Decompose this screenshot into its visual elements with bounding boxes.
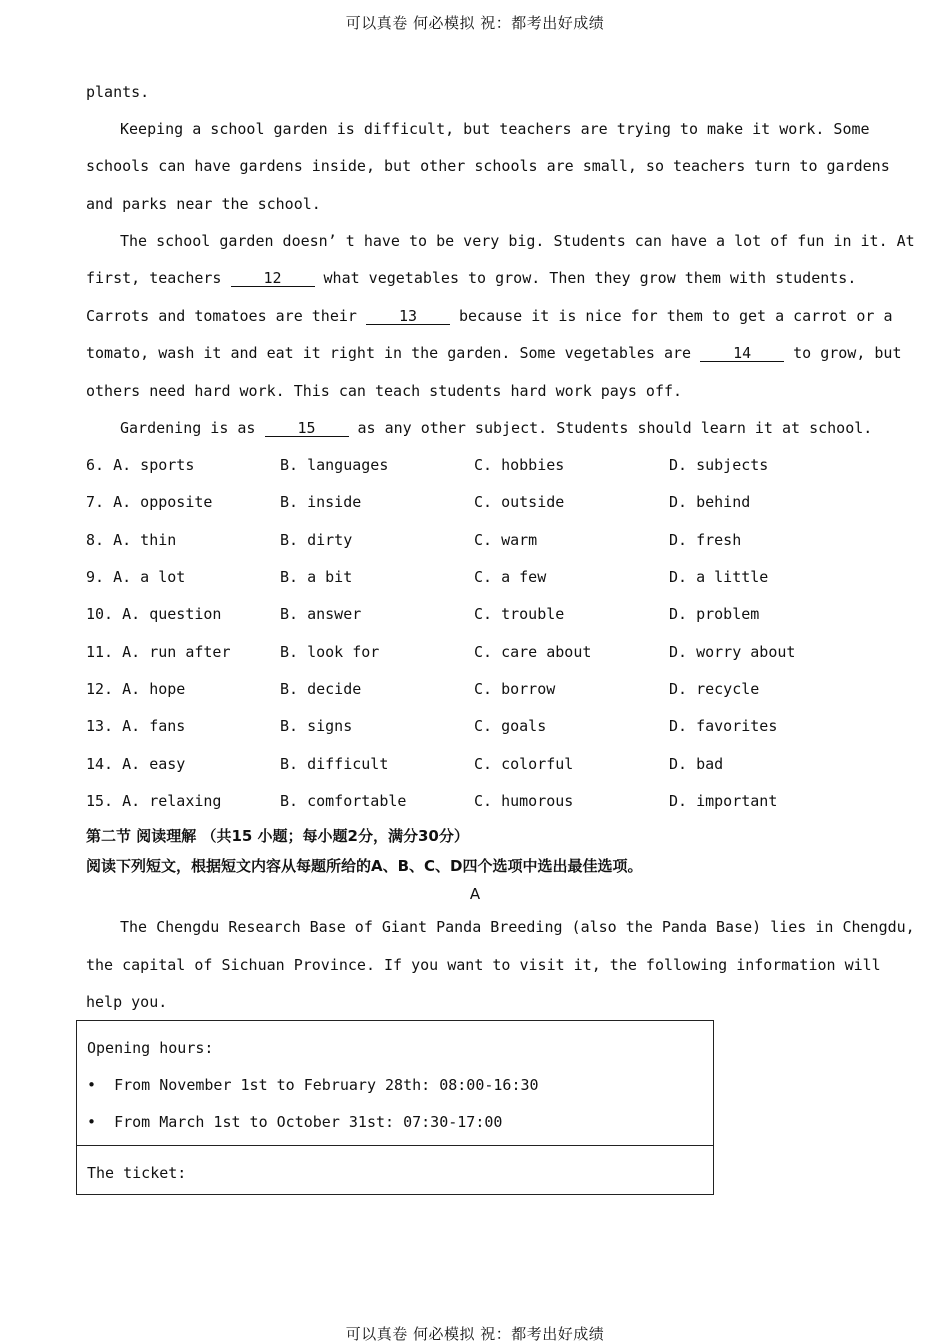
- passage-line: plants.: [86, 83, 150, 101]
- option-row: [86, 717, 886, 737]
- blank-12: 12: [231, 270, 315, 287]
- option-b: B. a bit: [280, 568, 353, 586]
- option-a: 13. A. fans: [86, 717, 186, 735]
- option-row: [86, 792, 886, 812]
- option-row: [86, 605, 886, 625]
- passage-line: Gardening is as 15 as any other subject. Students should learn it at school.: [120, 419, 873, 437]
- part-label: A: [469, 885, 481, 903]
- option-c: C. goals: [474, 717, 547, 735]
- info-box: [76, 1020, 714, 1195]
- option-row: [86, 531, 886, 551]
- page-header: 可以真卷 何必模拟 祝：都考出好成绩: [345, 14, 605, 32]
- option-c: C. colorful: [474, 755, 574, 773]
- ticket-title: The ticket:: [87, 1164, 187, 1182]
- option-c: C. borrow: [474, 680, 556, 698]
- option-c: C. warm: [474, 531, 538, 549]
- section-instruction: 阅读下列短文，根据短文内容从每题所给的A、B、C、D四个选项中选出最佳选项。: [86, 857, 643, 875]
- option-d: D. subjects: [669, 456, 769, 474]
- option-b: B. comfortable: [280, 792, 407, 810]
- blank-14: 14: [700, 345, 784, 362]
- option-c: C. care about: [474, 643, 592, 661]
- option-d: D. fresh: [669, 531, 742, 549]
- option-b: B. inside: [280, 493, 362, 511]
- opening-hours-item: • From November 1st to February 28th: 08:00-16:30: [87, 1076, 539, 1094]
- option-c: C. humorous: [474, 792, 574, 810]
- option-c: C. trouble: [474, 605, 565, 623]
- passage-line: others need hard work. This can teach students hard work pays off.: [86, 382, 683, 400]
- page-footer: 可以真卷 何必模拟 祝：都考出好成绩: [345, 1325, 605, 1343]
- option-a: 15. A. relaxing: [86, 792, 222, 810]
- option-d: D. recycle: [669, 680, 760, 698]
- option-a: 7. A. opposite: [86, 493, 213, 511]
- option-c: C. hobbies: [474, 456, 565, 474]
- option-a: 8. A. thin: [86, 531, 177, 549]
- option-a: 6. A. sports: [86, 456, 195, 474]
- blank-13: 13: [366, 308, 450, 325]
- passage-line: and parks near the school.: [86, 195, 321, 213]
- passage-line: the capital of Sichuan Province. If you want to visit it, the following information will: [86, 956, 881, 974]
- option-d: D. favorites: [669, 717, 778, 735]
- passage-line: first, teachers 12 what vegetables to grow. Then they grow them with students.: [86, 269, 857, 287]
- option-b: B. answer: [280, 605, 362, 623]
- option-d: D. important: [669, 792, 778, 810]
- option-d: D. behind: [669, 493, 751, 511]
- passage-line: Keeping a school garden is difficult, but teachers are trying to make it work. Some: [120, 120, 870, 138]
- section-title: 第二节 阅读理解 （共15 小题；每小题2分，满分30分）: [86, 827, 469, 845]
- option-a: 9. A. a lot: [86, 568, 186, 586]
- option-d: D. a little: [669, 568, 769, 586]
- option-row: [86, 680, 886, 700]
- passage-line: schools can have gardens inside, but other schools are small, so teachers turn to gardens: [86, 157, 890, 175]
- option-row: [86, 568, 886, 588]
- opening-hours-title: Opening hours:: [87, 1039, 214, 1057]
- option-d: D. problem: [669, 605, 760, 623]
- option-row: [86, 493, 886, 513]
- option-row: [86, 456, 886, 476]
- option-a: 11. A. run after: [86, 643, 231, 661]
- option-d: D. worry about: [669, 643, 796, 661]
- option-a: 10. A. question: [86, 605, 222, 623]
- passage-line: The Chengdu Research Base of Giant Panda Breeding (also the Panda Base) lies in Chengdu,: [120, 918, 915, 936]
- option-b: B. languages: [280, 456, 389, 474]
- option-b: B. signs: [280, 717, 353, 735]
- opening-hours-item: • From March 1st to October 31st: 07:30-17:00: [87, 1113, 503, 1131]
- box-divider: [77, 1145, 713, 1146]
- passage-line: help you.: [86, 993, 168, 1011]
- option-row: [86, 643, 886, 663]
- option-b: B. decide: [280, 680, 362, 698]
- option-row: [86, 755, 886, 775]
- option-c: C. outside: [474, 493, 565, 511]
- option-a: 14. A. easy: [86, 755, 186, 773]
- option-b: B. dirty: [280, 531, 353, 549]
- passage-line: Carrots and tomatoes are their 13 because it is nice for them to get a carrot or a: [86, 307, 893, 325]
- option-d: D. bad: [669, 755, 724, 773]
- option-a: 12. A. hope: [86, 680, 186, 698]
- option-c: C. a few: [474, 568, 547, 586]
- blank-15: 15: [265, 420, 349, 437]
- option-b: B. look for: [280, 643, 380, 661]
- option-b: B. difficult: [280, 755, 389, 773]
- passage-line: tomato, wash it and eat it right in the garden. Some vegetables are 14 to grow, but: [86, 344, 902, 362]
- passage-line: The school garden doesn’ t have to be very big. Students can have a lot of fun in it. At: [120, 232, 915, 250]
